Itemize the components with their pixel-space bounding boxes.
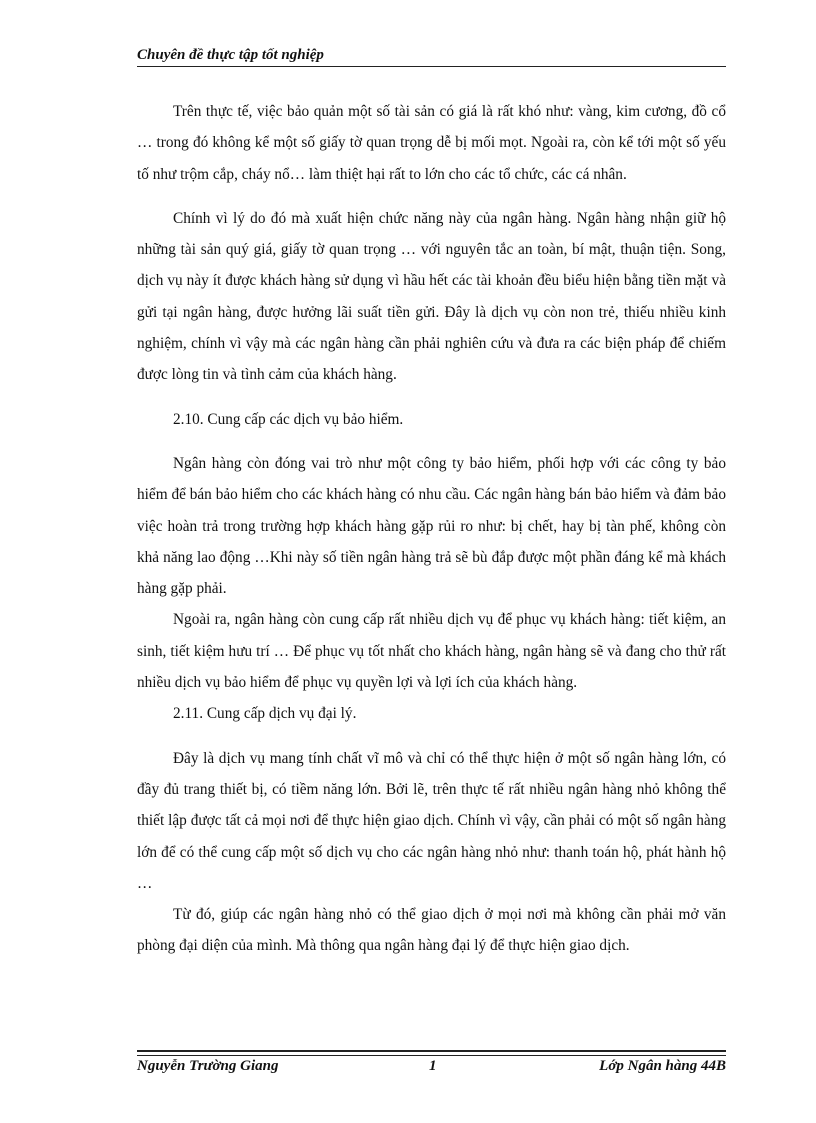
footer-author: Nguyễn Trường Giang <box>137 1058 279 1074</box>
footer-rule <box>137 1050 726 1052</box>
paragraph-6: Từ đó, giúp các ngân hàng nhỏ có thể giao dịch ở mọi nơi mà không cần phải mở văn phòng đại diện của mình. Mà thông qua ngân hàng đại lý để thực hiện giao dịch. <box>137 906 726 955</box>
paragraph-5: Đây là dịch vụ mang tính chất vĩ mô và chỉ có thể thực hiện ở một số ngân hàng lớn, có đầy đủ trang thiết bị, có tiềm năng lớn. Bởi lẽ, trên thực tế rất nhiều ngân hàng nhỏ không thể thiết lập được tất cả mọi nơi để thực hiện giao dịch. Chính vì vậy, cần phải có một số ngân hàng lớn để có thể cung cấp một số dịch vụ cho các ngân hàng nhỏ như: thanh toán hộ, phát hành hộ … <box>137 749 726 892</box>
footer-class-name: Lớp Ngân hàng 44B <box>599 1058 726 1074</box>
page-number: 1 <box>429 1058 437 1074</box>
footer-rule-thin <box>137 1055 726 1056</box>
paragraph-2: Chính vì lý do đó mà xuất hiện chức năng này của ngân hàng. Ngân hàng nhận giữ hộ những tài sản quý giá, giấy tờ quan trọng … với nguyên tắc an toàn, bí mật, thuận tiện. Song, dịch vụ này ít được khách hàng sử dụng vì hầu hết các tài khoản đều biểu hiện bằng tiền mặt và gửi tại ngân hàng, được hưởng lãi suất tiền gửi. Đây là dịch vụ còn non trẻ, thiếu nhiều kinh nghiệm, chính vì vậy mà các ngân hàng cần phải nghiên cứu và đưa ra các biện pháp để chiếm được lòng tin và tình cảm của khách hàng. <box>137 209 726 384</box>
document-body <box>137 96 726 962</box>
paragraph-1: Trên thực tế, việc bảo quản một số tài sản có giá là rất khó như: vàng, kim cương, đồ cổ … trong đó không kể một số giấy tờ quan trọng dễ bị mối mọt. Ngoài ra, còn kể tới một số yếu tố như trộm cắp, cháy nổ… làm thiệt hại rất to lớn cho các tổ chức, các cá nhân. <box>137 103 726 183</box>
section-heading-2-10: 2.10. Cung cấp các dịch vụ bảo hiểm. <box>173 410 404 428</box>
header-title: Chuyên đề thực tập tốt nghiệp <box>137 47 324 63</box>
section-heading-2-11: 2.11. Cung cấp dịch vụ đại lý. <box>173 705 357 723</box>
header-rule <box>137 66 726 67</box>
paragraph-4: Ngoài ra, ngân hàng còn cung cấp rất nhiều dịch vụ để phục vụ khách hàng: tiết kiệm, an sinh, tiết kiệm hưu trí … Để phục vụ tốt nhất cho khách hàng, ngân hàng sẽ và đang cho thử rất nhiều dịch vụ bảo hiểm để phục vụ quyền lợi và lợi ích của khách hàng. <box>137 611 726 692</box>
paragraph-3: Ngân hàng còn đóng vai trò như một công ty bảo hiểm, phối hợp với các công ty bảo hiểm để bán bảo hiểm cho các khách hàng có nhu cầu. Các ngân hàng bán bảo hiểm và đảm bảo việc hoàn trả trong trường hợp khách hàng gặp rủi ro như: bị chết, hay bị tàn phế, không còn khả năng lao động …Khi này số tiền ngân hàng trả sẽ bù đắp được một phần đáng kể mà khách hàng gặp phải. <box>137 454 726 598</box>
